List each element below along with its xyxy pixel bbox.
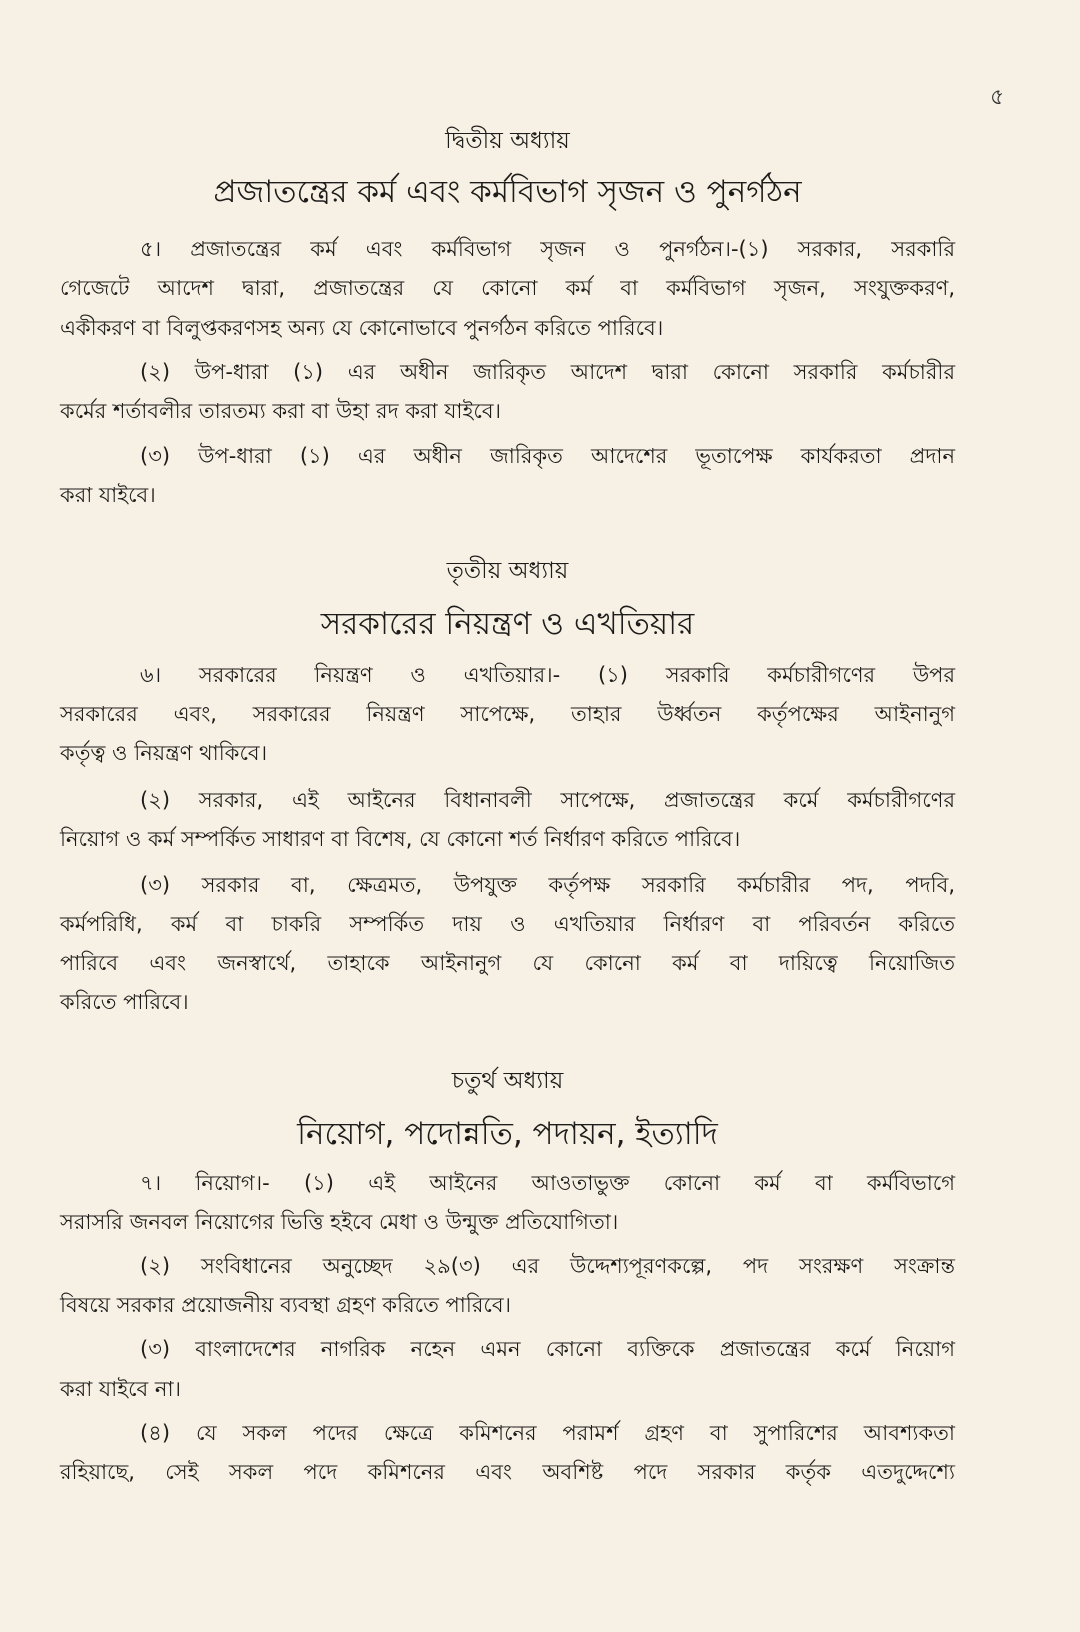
paragraph-line: বিষয়ে সরকার প্রয়োজনীয় ব্যবস্থা গ্রহণ করিতে পারিবে।	[60, 1293, 512, 1317]
paragraph-line: সরকারের এবং, সরকারের নিয়ন্ত্রণ সাপেক্ষে, তাহার উর্ধ্বতন কর্তৃপক্ষের আইনানুগ	[60, 702, 955, 726]
paragraph-line: নিয়োগ ও কর্ম সম্পর্কিত সাধারণ বা বিশেষ, যে কোনো শর্ত নির্ধারণ করিতে পারিবে।	[60, 827, 741, 851]
paragraph-line: ৫। প্রজাতন্ত্রের কর্ম এবং কর্মবিভাগ সৃজন ও পুনর্গঠন।-(১) সরকার, সরকারি	[140, 237, 955, 261]
chapter-title: প্রজাতন্ত্রের কর্ম এবং কর্মবিভাগ সৃজন ও পুনর্গঠন	[213, 174, 802, 210]
paragraph-line: (২) সংবিধানের অনুচ্ছেদ ২৯(৩) এর উদ্দেশ্যপূরণকল্পে, পদ সংরক্ষণ সংক্রান্ত	[140, 1254, 955, 1278]
paragraph-line: (৩) সরকার বা, ক্ষেত্রমত, উপযুক্ত কর্তৃপক্ষ সরকারি কর্মচারীর পদ, পদবি,	[140, 873, 955, 897]
page-number: ৫	[990, 85, 1005, 110]
paragraph-line: গেজেটে আদেশ দ্বারা, প্রজাতন্ত্রের যে কোনো কর্ম বা কর্মবিভাগ সৃজন, সংযুক্তকরণ,	[60, 276, 955, 300]
paragraph-line: কর্তৃত্ব ও নিয়ন্ত্রণ থাকিবে।	[60, 741, 268, 765]
chapter-label: চতুর্থ অধ্যায়	[451, 1068, 564, 1094]
paragraph-line: কর্মের শর্তাবলীর তারতম্য করা বা উহা রদ করা যাইবে।	[60, 399, 502, 423]
chapter-label: তৃতীয় অধ্যায়	[446, 558, 569, 584]
paragraph-line: (৪) যে সকল পদের ক্ষেত্রে কমিশনের পরামর্শ গ্রহণ বা সুপারিশের আবশ্যকতা	[140, 1421, 955, 1445]
paragraph-line: (৩) উপ-ধারা (১) এর অধীন জারিকৃত আদেশের ভূতাপেক্ষ কার্যকরতা প্রদান	[140, 444, 955, 468]
chapter-title: নিয়োগ, পদোন্নতি, পদায়ন, ইত্যাদি	[297, 1116, 718, 1152]
paragraph-line: করা যাইবে।	[60, 483, 156, 507]
paragraph-line: ৭। নিয়োগ।- (১) এই আইনের আওতাভুক্ত কোনো কর্ম বা কর্মবিভাগে	[140, 1171, 955, 1195]
paragraph-line: করা যাইবে না।	[60, 1377, 182, 1401]
paragraph-line: (২) সরকার, এই আইনের বিধানাবলী সাপেক্ষে, প্রজাতন্ত্রের কর্মে কর্মচারীগণের	[140, 788, 955, 812]
paragraph-line: (৩) বাংলাদেশের নাগরিক নহেন এমন কোনো ব্যক্তিকে প্রজাতন্ত্রের কর্মে নিয়োগ	[140, 1337, 955, 1361]
paragraph-line: কর্মপরিধি, কর্ম বা চাকরি সম্পর্কিত দায় ও এখতিয়ার নির্ধারণ বা পরিবর্তন করিতে	[60, 912, 955, 936]
chapter-title: সরকারের নিয়ন্ত্রণ ও এখতিয়ার	[320, 606, 695, 642]
chapter-label: দ্বিতীয় অধ্যায়	[445, 128, 570, 154]
paragraph-line: একীকরণ বা বিলুপ্তকরণসহ অন্য যে কোনোভাবে পুনর্গঠন করিতে পারিবে।	[60, 316, 664, 340]
paragraph-line: ৬। সরকারের নিয়ন্ত্রণ ও এখতিয়ার।- (১) সরকারি কর্মচারীগণের উপর	[140, 663, 955, 687]
paragraph-line: রহিয়াছে, সেই সকল পদে কমিশনের এবং অবশিষ্ট পদে সরকার কর্তৃক এতদুদ্দেশ্যে	[60, 1460, 955, 1484]
paragraph-line: সরাসরি জনবল নিয়োগের ভিত্তি হইবে মেধা ও উন্মুক্ত প্রতিযোগিতা।	[60, 1210, 619, 1234]
paragraph-line: পারিবে এবং জনস্বার্থে, তাহাকে আইনানুগ যে কোনো কর্ম বা দায়িত্বে নিয়োজিত	[60, 951, 955, 975]
paragraph-line: (২) উপ-ধারা (১) এর অধীন জারিকৃত আদেশ দ্বারা কোনো সরকারি কর্মচারীর	[140, 360, 955, 384]
paragraph-line: করিতে পারিবে।	[60, 990, 189, 1014]
